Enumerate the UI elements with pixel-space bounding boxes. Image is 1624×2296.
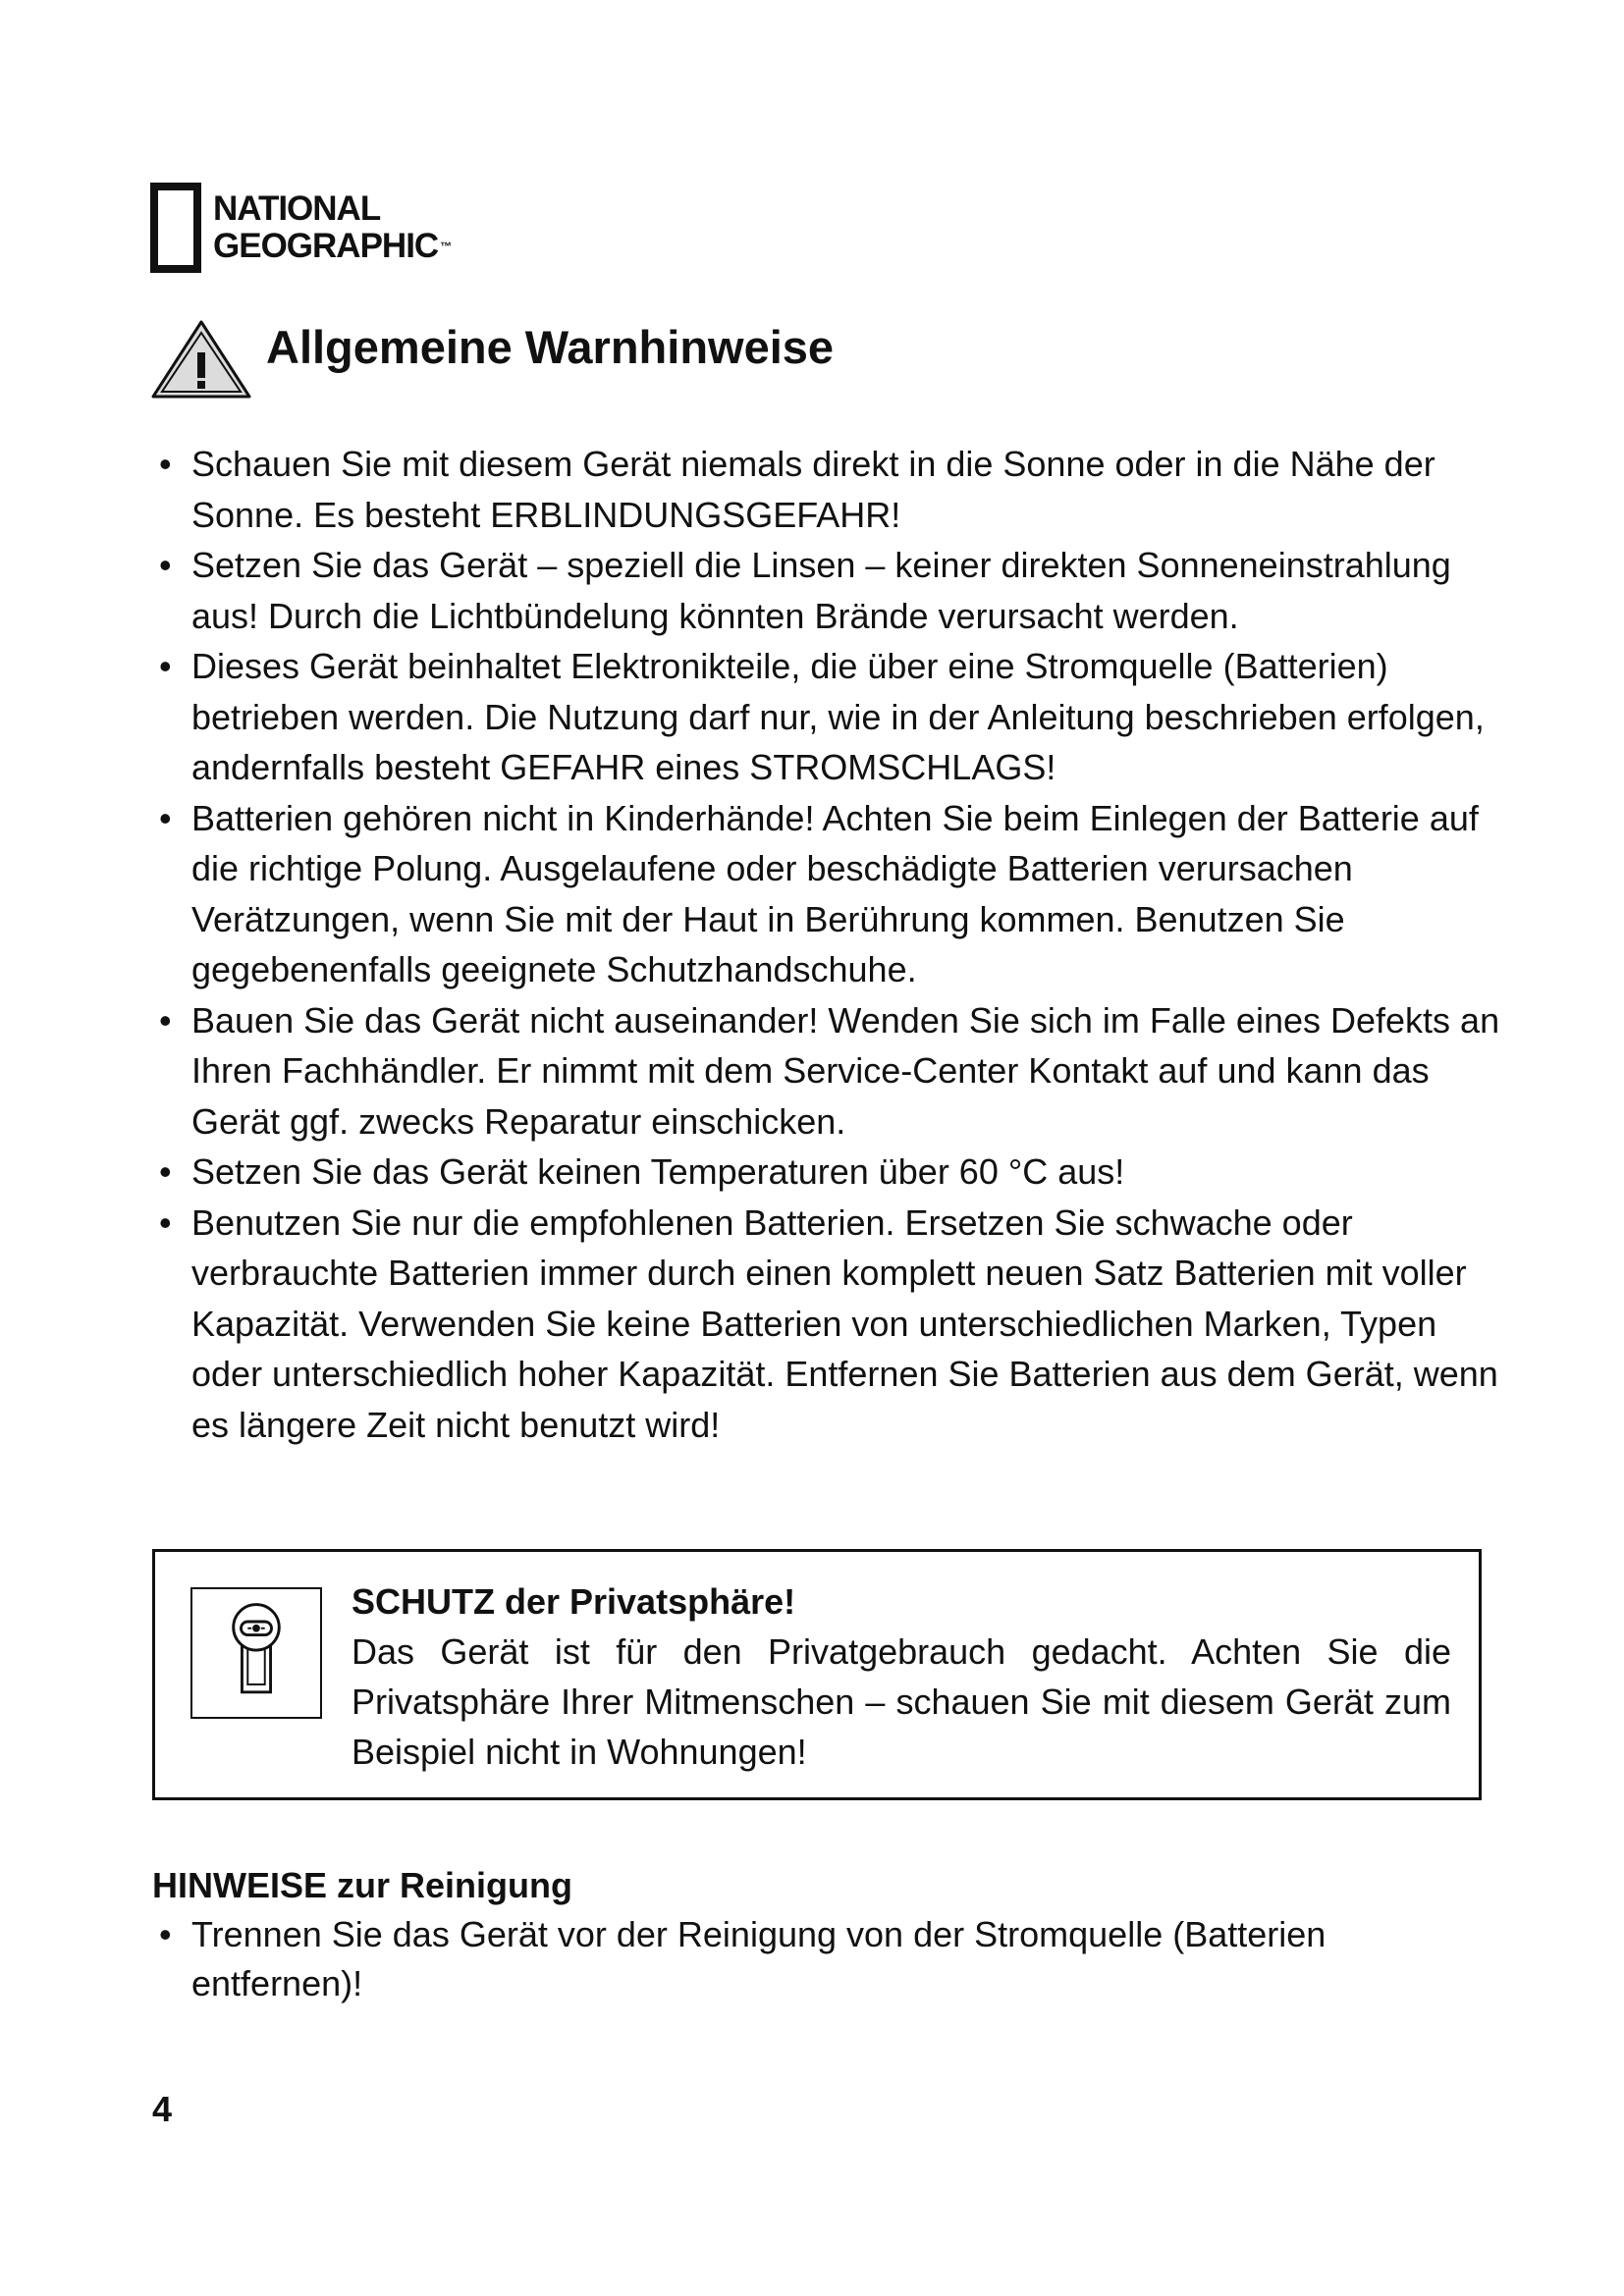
list-item: • Setzen Sie das Gerät keinen Temperaturen über 60 °C aus! bbox=[155, 1147, 1500, 1198]
keyhole-privacy-icon bbox=[190, 1587, 322, 1719]
list-item: • Bauen Sie das Gerät nicht auseinander! Wenden Sie sich im Falle eines Defekts an Ihren Fachhändler. Er nimmt mit dem Service-Center Kontakt auf und kann das Gerät ggf. zwecks Reparatur einschicken. bbox=[155, 995, 1500, 1148]
list-item: • Trennen Sie das Gerät vor der Reinigung von der Stromquelle (Batterien entfernen)! bbox=[152, 1910, 1497, 2008]
logo-line-1: NATIONAL bbox=[213, 189, 381, 228]
privacy-notice-box bbox=[152, 1549, 1482, 1800]
cleaning-title: HINWEISE zur Reinigung bbox=[152, 1865, 572, 1905]
logo-line-2 bbox=[213, 228, 451, 265]
warning-list bbox=[155, 439, 1500, 1450]
privacy-body: Das Gerät ist für den Privatgebrauch gedacht. Achten Sie die Privatsphäre Ihrer Mitmenschen – schauen Sie mit diesem Gerät zum Beispiel nicht in Wohnungen! bbox=[352, 1631, 1451, 1772]
keyhole-icon bbox=[192, 1589, 320, 1717]
cleaning-list bbox=[152, 1910, 1497, 2008]
national-geographic-logo bbox=[150, 184, 451, 272]
list-item: • Schauen Sie mit diesem Gerät niemals direkt in die Sonne oder in die Nähe der Sonne. Es besteht ERBLINDUNGSGEFAHR! bbox=[155, 439, 1500, 540]
privacy-title: SCHUTZ der Privatsphäre! bbox=[352, 1581, 796, 1622]
logo-line-2-text: GEOGRAPHIC bbox=[213, 227, 439, 265]
list-item: • Dieses Gerät beinhaltet Elektronikteile, die über eine Stromquelle (Batterien) betrieben werden. Die Nutzung darf nur, wie in der Anleitung beschrieben erfolgen, andernfalls besteht GEFAHR eines STROMSCHLAGS! bbox=[155, 641, 1500, 793]
list-item: • Benutzen Sie nur die empfohlenen Batterien. Ersetzen Sie schwache oder verbrauchte Batterien immer durch einen komplett neuen Satz Batterien mit voller Kapazität. Verwenden Sie keine Batterien von unterschiedlichen Marken, Typen oder unterschiedlich hoher Kapazität. Entfernen Sie Batterien aus dem Gerät, wenn es längere Zeit nicht benutzt wird! bbox=[155, 1198, 1500, 1451]
privacy-text bbox=[352, 1576, 1451, 1777]
page-number: 4 bbox=[152, 2089, 173, 2129]
logo-frame-icon bbox=[150, 183, 201, 273]
warning-triangle-icon bbox=[150, 319, 252, 400]
logo-trademark: ™ bbox=[440, 240, 452, 253]
warning-heading bbox=[150, 319, 834, 400]
cleaning-section bbox=[152, 1861, 1497, 2008]
list-item: • Setzen Sie das Gerät – speziell die Linsen – keiner direkten Sonneneinstrahlung aus! Durch die Lichtbündelung könnten Brände verursacht werden. bbox=[155, 540, 1500, 641]
logo-text bbox=[213, 190, 451, 265]
section-title: Allgemeine Warnhinweise bbox=[266, 320, 835, 373]
list-item: • Batterien gehören nicht in Kinderhände! Achten Sie beim Einlegen der Batterie auf die richtige Polung. Ausgelaufene oder beschädigte Batterien verursachen Verätzungen, wenn Sie mit der Haut in Berührung kommen. Benutzen Sie gegebenenfalls geeignete Schutzhandschuhe. bbox=[155, 793, 1500, 995]
